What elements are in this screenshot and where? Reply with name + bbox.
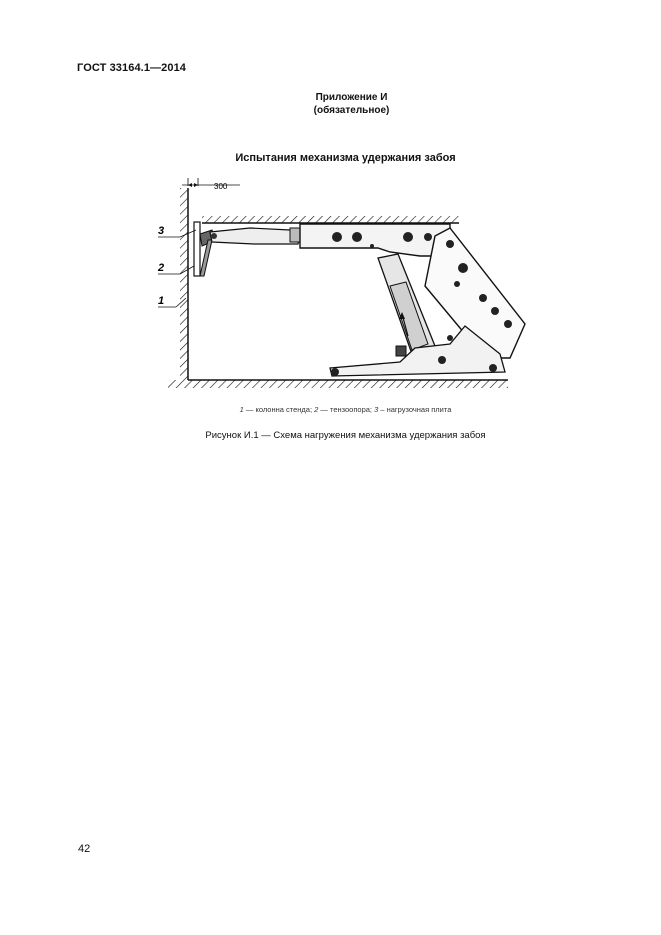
retention-arm [210, 228, 302, 244]
legend-text-3: – нагрузочная плита [378, 405, 452, 414]
appendix-heading [0, 91, 661, 117]
figure-caption: Рисунок И.1 — Схема нагружения механизма удержания забоя [205, 430, 486, 441]
legend-num-3: 3 [374, 405, 379, 414]
loading-scheme-diagram [150, 176, 530, 396]
svg-text:3: 3 [158, 225, 165, 237]
stand-column [180, 188, 188, 380]
appendix-title: Приложение И [315, 92, 388, 103]
roof-beam [202, 216, 459, 223]
page-number: 42 [78, 843, 91, 855]
callout-3 [158, 225, 196, 237]
legend-text-1: — колонна стенда; [243, 405, 315, 414]
figure-legend [0, 405, 661, 414]
dimension-300 [182, 178, 240, 191]
legend-num-2: 2 [314, 405, 319, 414]
document-header: ГОСТ 33164.1—2014 [77, 62, 187, 74]
svg-text:1: 1 [158, 295, 165, 307]
floor [168, 380, 508, 388]
hydraulic-leg [378, 254, 435, 354]
figure-title: Испытания механизма удержания забоя [235, 152, 456, 164]
canopy [300, 224, 450, 256]
dimension-label: 300 [214, 182, 228, 191]
legend-num-1: 1 [239, 405, 244, 414]
appendix-subtitle: (обязательное) [313, 105, 390, 116]
svg-text:2: 2 [158, 262, 165, 274]
legend-text-2: — тензоопора; [318, 405, 375, 414]
